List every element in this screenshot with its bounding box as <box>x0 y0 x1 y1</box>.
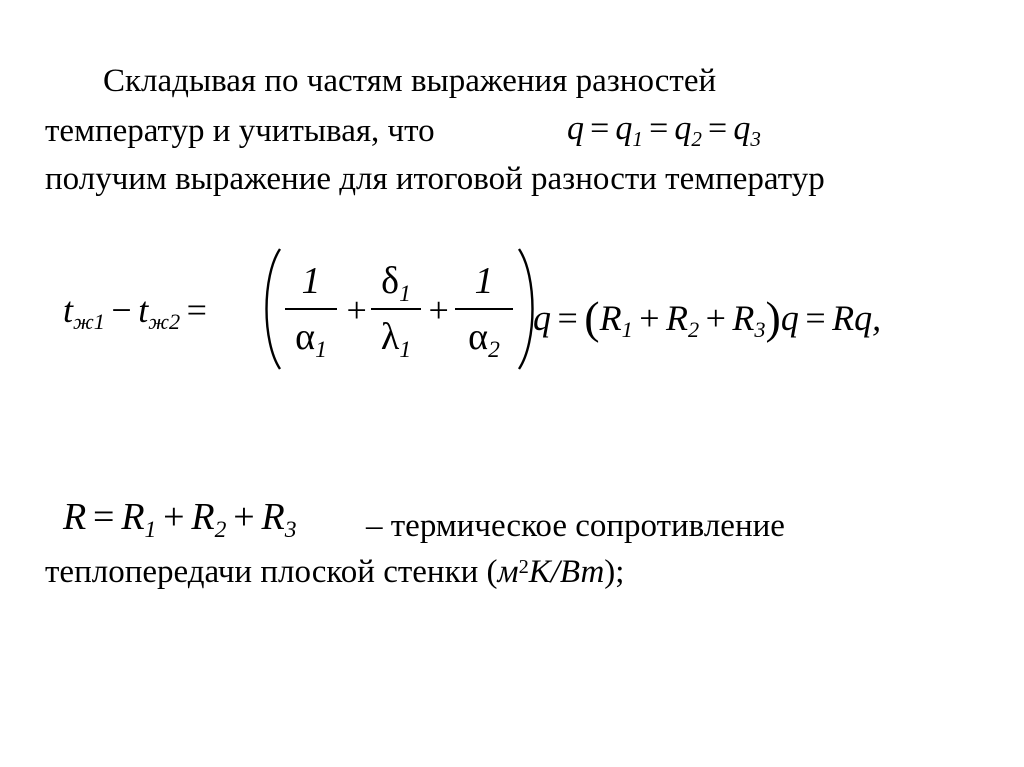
fraction-1-over-alpha2: 1 α2 <box>455 262 513 356</box>
resistance-sum-expression: q = (R1 + R2 + R3)q = Rq, <box>533 292 882 343</box>
plus-1: + <box>346 290 367 330</box>
intro-line-2: температур и учитывая, что <box>45 113 435 149</box>
fraction-1-over-alpha1: 1 α1 <box>285 262 337 356</box>
total-resistance-formula: R = R1 + R2 + R3 <box>63 496 297 543</box>
definition-line-1: – термическое сопротивление <box>366 508 785 544</box>
flux-equality: q = q1 = q2 = q3 <box>567 110 761 151</box>
intro-line-3: получим выражение для итоговой разности температур <box>45 161 825 197</box>
fraction-delta-over-lambda: δ1 λ1 <box>371 262 421 356</box>
temperature-difference: tж1 − tж2 = <box>63 290 207 335</box>
intro-line-1: Складывая по частям выражения разностей <box>103 63 717 99</box>
definition-line-2: теплопередачи плоской стенки $(м^2К/Вт)$; <box>45 554 625 590</box>
left-parenthesis <box>258 246 284 372</box>
plus-2: + <box>428 290 449 330</box>
